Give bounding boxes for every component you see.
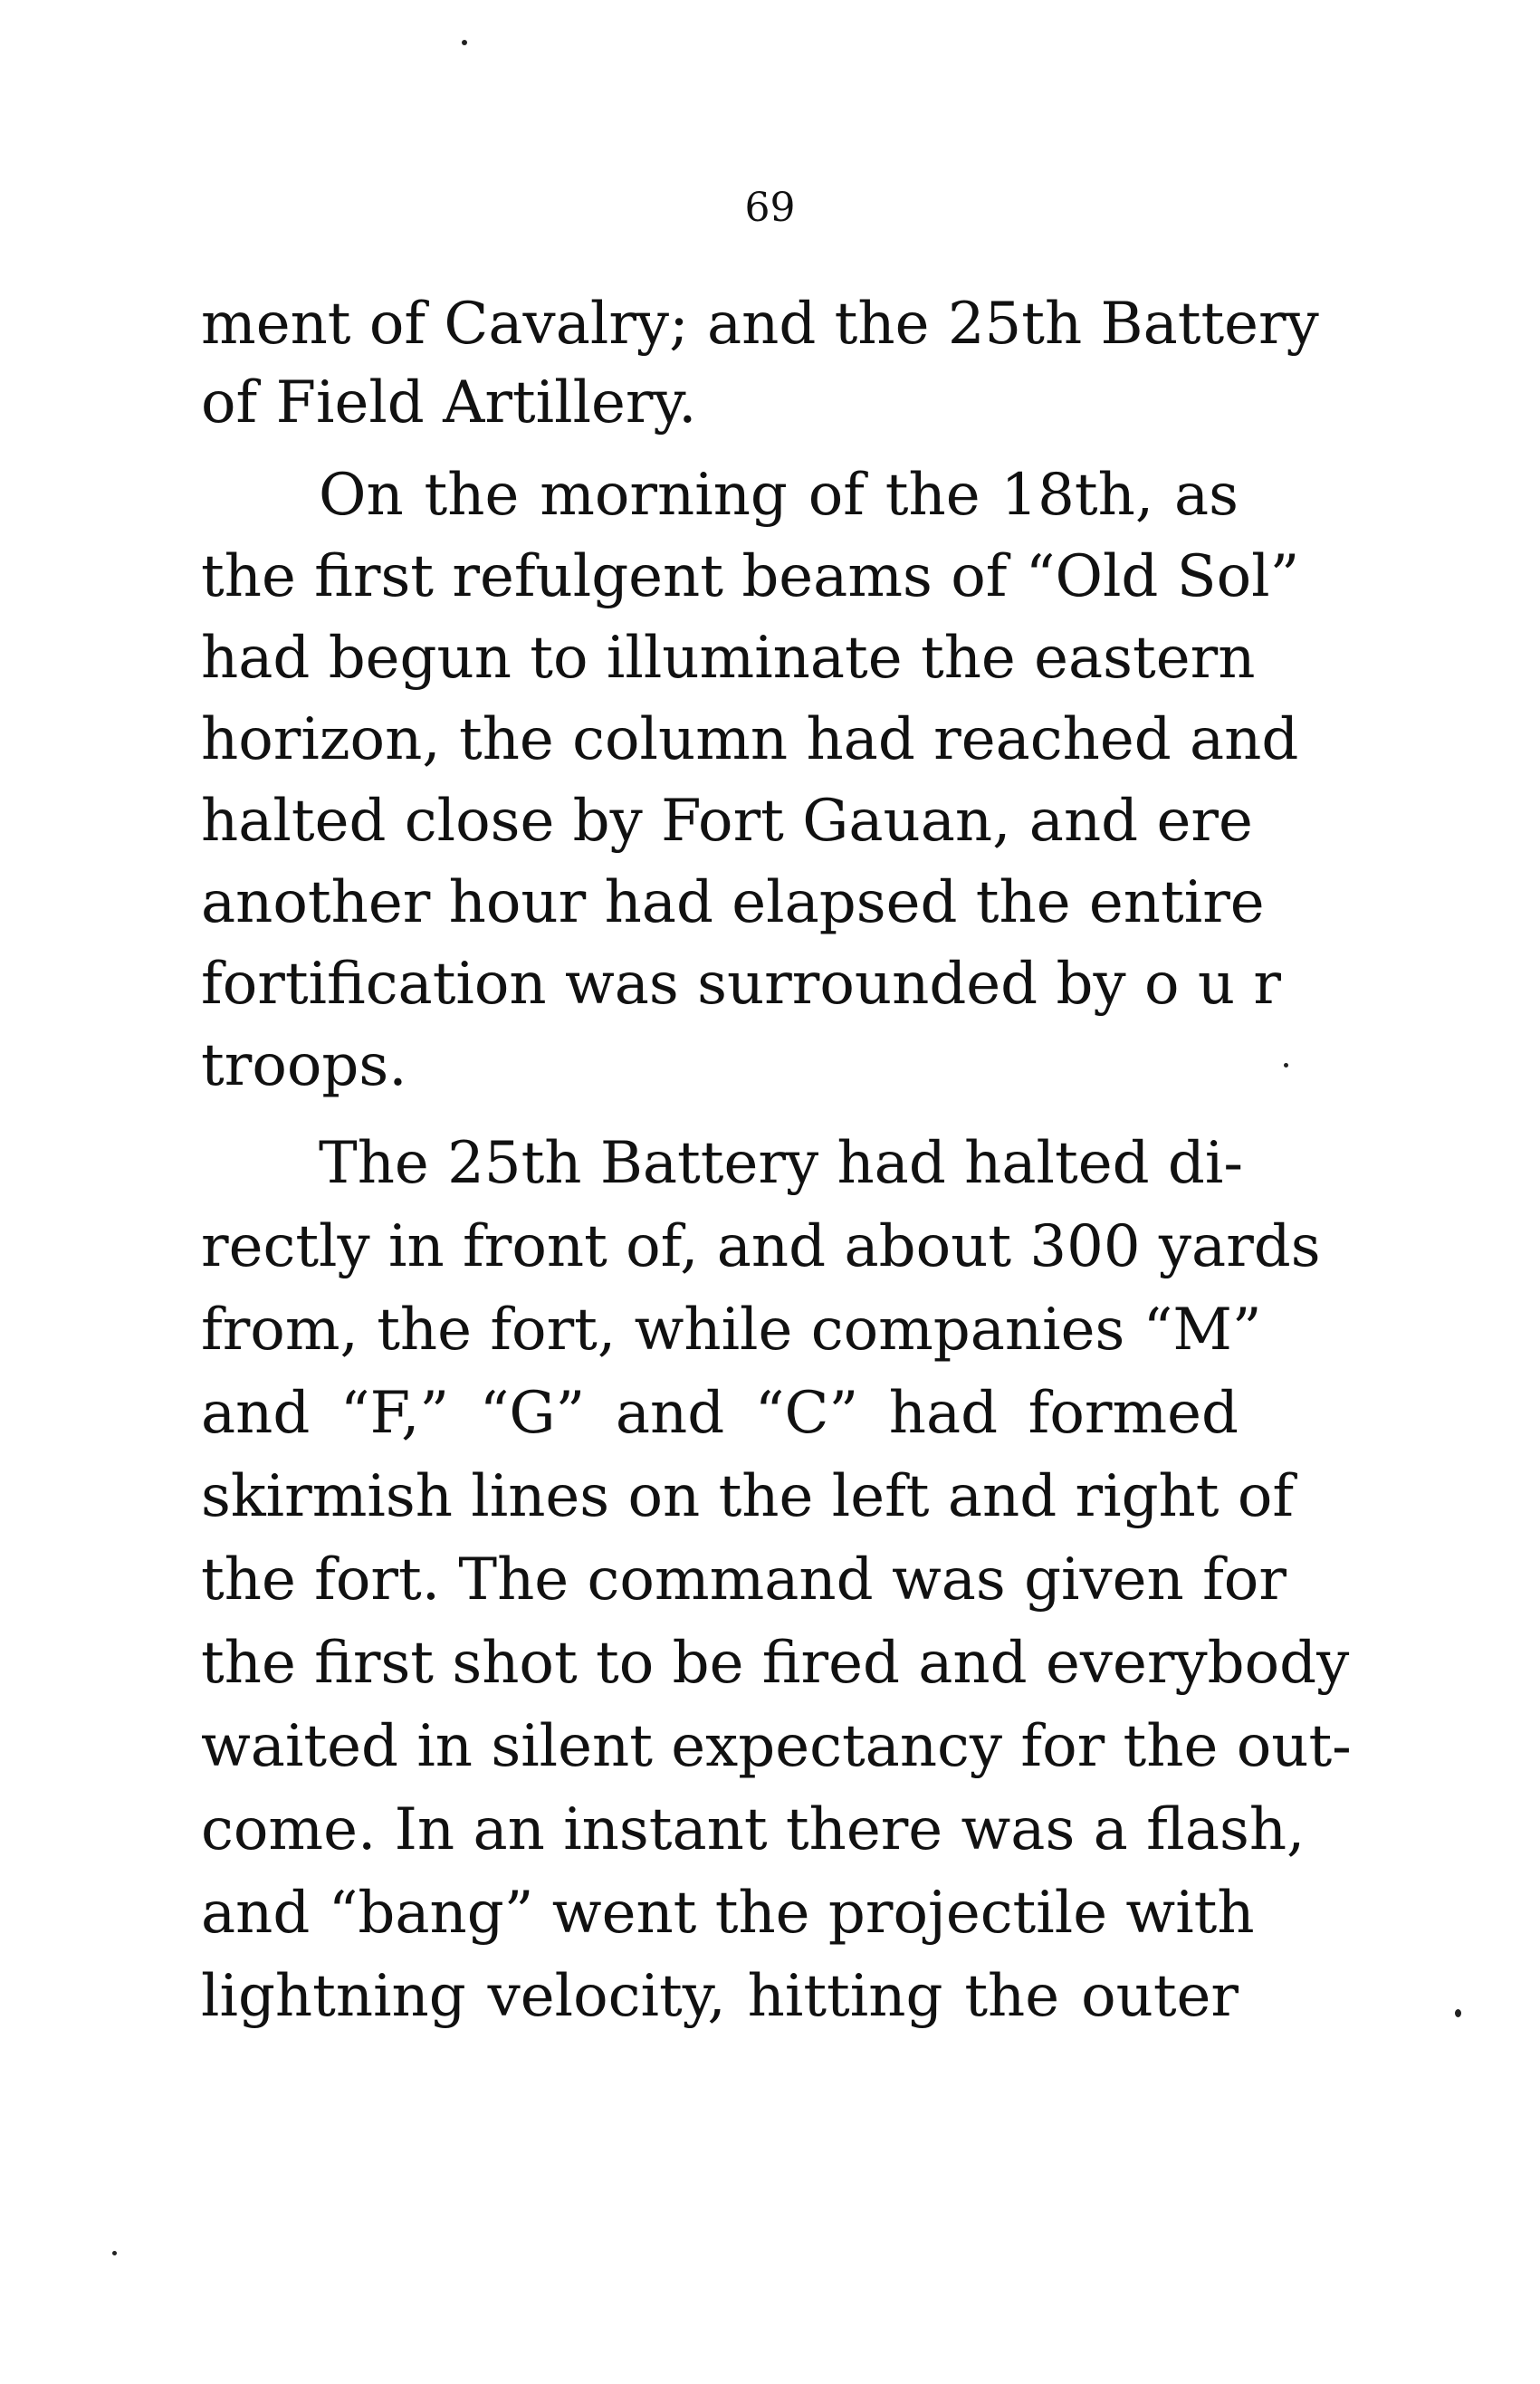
- text-line: waited in silent expectancy for the out-: [201, 1713, 1352, 1780]
- text-line: another hour had elapsed the entire: [201, 869, 1265, 936]
- text-line: of Field Artillery.: [201, 369, 697, 436]
- text-line: come. In an instant there was a flash,: [201, 1796, 1306, 1863]
- text-line: the first shot to be fired and everybody: [201, 1630, 1350, 1697]
- text-line: and “F,” “G” and “C” had formed: [201, 1380, 1239, 1447]
- text-line: horizon, the column had reached and: [201, 706, 1299, 773]
- scan-speck: [462, 40, 467, 45]
- text-line: On the morning of the 18th, as: [319, 462, 1239, 529]
- text-line: troops.: [201, 1032, 407, 1099]
- scan-speck: [112, 2251, 117, 2255]
- text-line: the first refulgent beams of “Old Sol”: [201, 543, 1300, 610]
- text-line: had begun to illuminate the eastern: [201, 625, 1256, 692]
- scan-speck: [1284, 1063, 1288, 1068]
- text-line: skirmish lines on the left and right of: [201, 1463, 1295, 1530]
- text-line: and “bang” went the projectile with: [201, 1880, 1255, 1947]
- scan-speck: [1455, 2009, 1461, 2017]
- text-line: halted close by Fort Gauan, and ere: [201, 788, 1253, 855]
- text-line: from, the fort, while companies “M”: [201, 1297, 1262, 1364]
- text-line: fortification was surrounded by o u r: [201, 951, 1281, 1018]
- text-line: The 25th Battery had halted di-: [319, 1130, 1243, 1197]
- text-line: the fort. The command was given for: [201, 1546, 1287, 1613]
- text-line: rectly in front of, and about 300 yards: [201, 1213, 1321, 1280]
- text-line: lightning velocity, hitting the outer: [201, 1963, 1239, 2030]
- page-number: 69: [744, 185, 796, 231]
- text-line: ment of Cavalry; and the 25th Battery: [201, 291, 1319, 358]
